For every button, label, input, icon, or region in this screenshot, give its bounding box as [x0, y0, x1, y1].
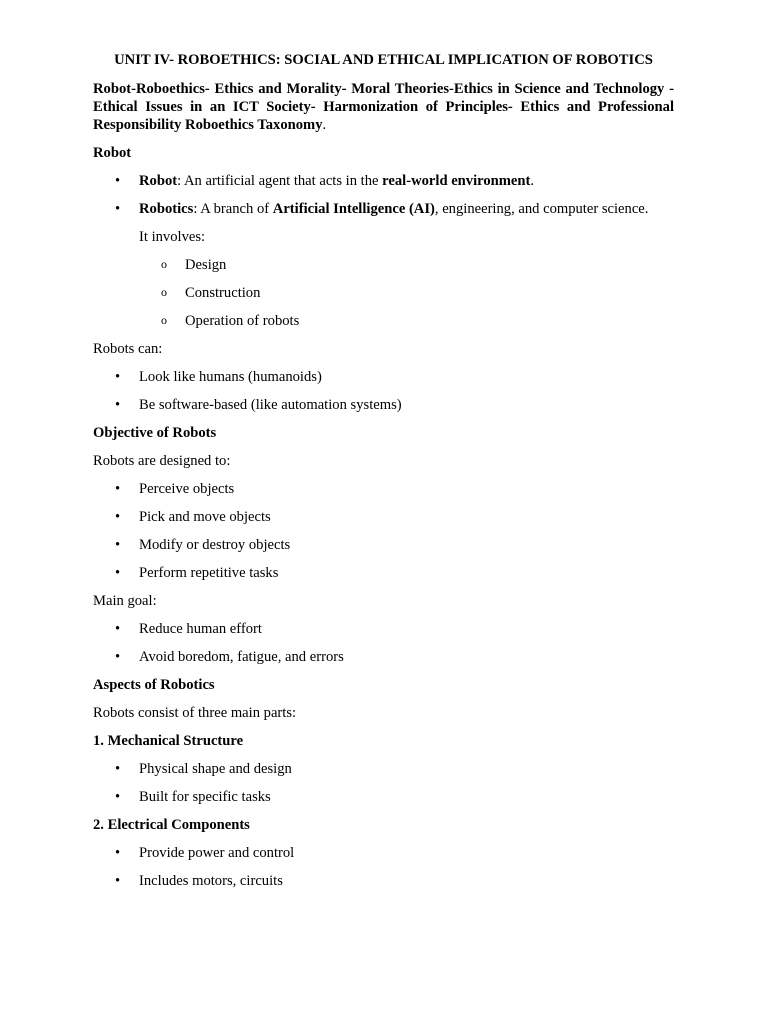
- bullet-icon: •: [115, 761, 121, 777]
- heading-electrical: 2. Electrical Components: [93, 817, 250, 833]
- bullet-icon: •: [115, 173, 121, 189]
- list-item: [93, 536, 674, 554]
- bullet-icon: •: [115, 565, 121, 581]
- mechanical-list: [93, 760, 674, 806]
- list-item: [93, 620, 674, 638]
- robot-def-text: : An artificial agent that acts in the: [177, 173, 383, 189]
- bullet-icon: •: [115, 481, 121, 497]
- list-item: [93, 844, 674, 862]
- term-robotics: Robotics: [139, 201, 194, 217]
- list-item-text: Construction: [185, 285, 261, 301]
- list-item-text: Look like humans (humanoids): [139, 369, 322, 385]
- robot-def-end: .: [530, 173, 535, 189]
- list-item: [93, 172, 674, 190]
- list-item: [93, 200, 674, 218]
- list-item-text: Perceive objects: [139, 481, 235, 497]
- robots-can-list: [93, 368, 674, 414]
- sub-bullet-icon: o: [161, 313, 167, 327]
- heading-robot: Robot: [93, 145, 132, 161]
- bullet-icon: •: [115, 397, 121, 413]
- designed-label: Robots are designed to:: [93, 453, 231, 469]
- list-item: [93, 760, 674, 778]
- list-item: [93, 480, 674, 498]
- list-item-text: Design: [185, 257, 227, 273]
- list-item-text: Perform repetitive tasks: [139, 565, 279, 581]
- list-item: [93, 284, 674, 302]
- unit-title: UNIT IV- ROBOETHICS: SOCIAL AND ETHICAL IMPLICATION OF ROBOTICS: [114, 52, 653, 68]
- list-item: [93, 564, 674, 582]
- intro-end: .: [322, 117, 327, 133]
- list-item: [93, 788, 674, 806]
- goals-list: [93, 620, 674, 666]
- unit-topics-intro: [93, 80, 674, 134]
- involves-label: It involves:: [139, 229, 206, 245]
- sub-bullet-icon: o: [161, 257, 167, 271]
- robotics-def-bold: Artificial Intelligence (AI): [272, 201, 435, 217]
- list-item-text: Built for specific tasks: [139, 789, 271, 805]
- list-item-text: Avoid boredom, fatigue, and errors: [139, 649, 344, 665]
- robotics-def-end: , engineering, and computer science.: [434, 201, 649, 217]
- list-item-text: Provide power and control: [139, 845, 295, 861]
- bullet-icon: •: [115, 845, 121, 861]
- bullet-icon: •: [115, 621, 121, 637]
- robots-can-label: Robots can:: [93, 341, 163, 357]
- involves-list: [93, 256, 674, 330]
- bullet-icon: •: [115, 537, 121, 553]
- bullet-icon: •: [115, 201, 121, 217]
- bullet-icon: •: [115, 873, 121, 889]
- robot-def-bold: real-world environment: [382, 173, 531, 189]
- list-item: [93, 312, 674, 330]
- list-item-text: Modify or destroy objects: [139, 537, 291, 553]
- term-robot: Robot: [139, 173, 178, 189]
- electrical-list: [93, 844, 674, 890]
- designed-list: [93, 480, 674, 582]
- list-item-text: Reduce human effort: [139, 621, 262, 637]
- list-item-text: Includes motors, circuits: [139, 873, 283, 889]
- heading-mechanical: 1. Mechanical Structure: [93, 733, 244, 749]
- heading-objective: Objective of Robots: [93, 425, 217, 441]
- intro-text: Robot-Roboethics- Ethics and Morality- Moral Theories-Ethics in Science and Technology - Ethical Issues in an ICT Society- Harmonization of Principles- Ethics and Professional Responsibility Roboethics Taxonomy: [93, 81, 674, 133]
- list-item-text: Pick and move objects: [139, 509, 271, 525]
- bullet-icon: •: [115, 509, 121, 525]
- list-item: [93, 508, 674, 526]
- goal-label: Main goal:: [93, 593, 157, 609]
- list-item: [93, 396, 674, 414]
- robotics-def-text: : A branch of: [193, 201, 273, 217]
- list-item: [93, 648, 674, 666]
- list-item: [93, 368, 674, 386]
- bullet-icon: •: [115, 649, 121, 665]
- robot-definition-list: [93, 172, 674, 218]
- list-item-text: Be software-based (like automation systems): [139, 397, 402, 413]
- list-item-text: Physical shape and design: [139, 761, 292, 777]
- sub-bullet-icon: o: [161, 285, 167, 299]
- list-item: [93, 256, 674, 274]
- aspects-intro: Robots consist of three main parts:: [93, 705, 297, 721]
- list-item: [93, 872, 674, 890]
- list-item-text: Operation of robots: [185, 313, 300, 329]
- bullet-icon: •: [115, 369, 121, 385]
- heading-aspects: Aspects of Robotics: [93, 677, 215, 693]
- bullet-icon: •: [115, 789, 121, 805]
